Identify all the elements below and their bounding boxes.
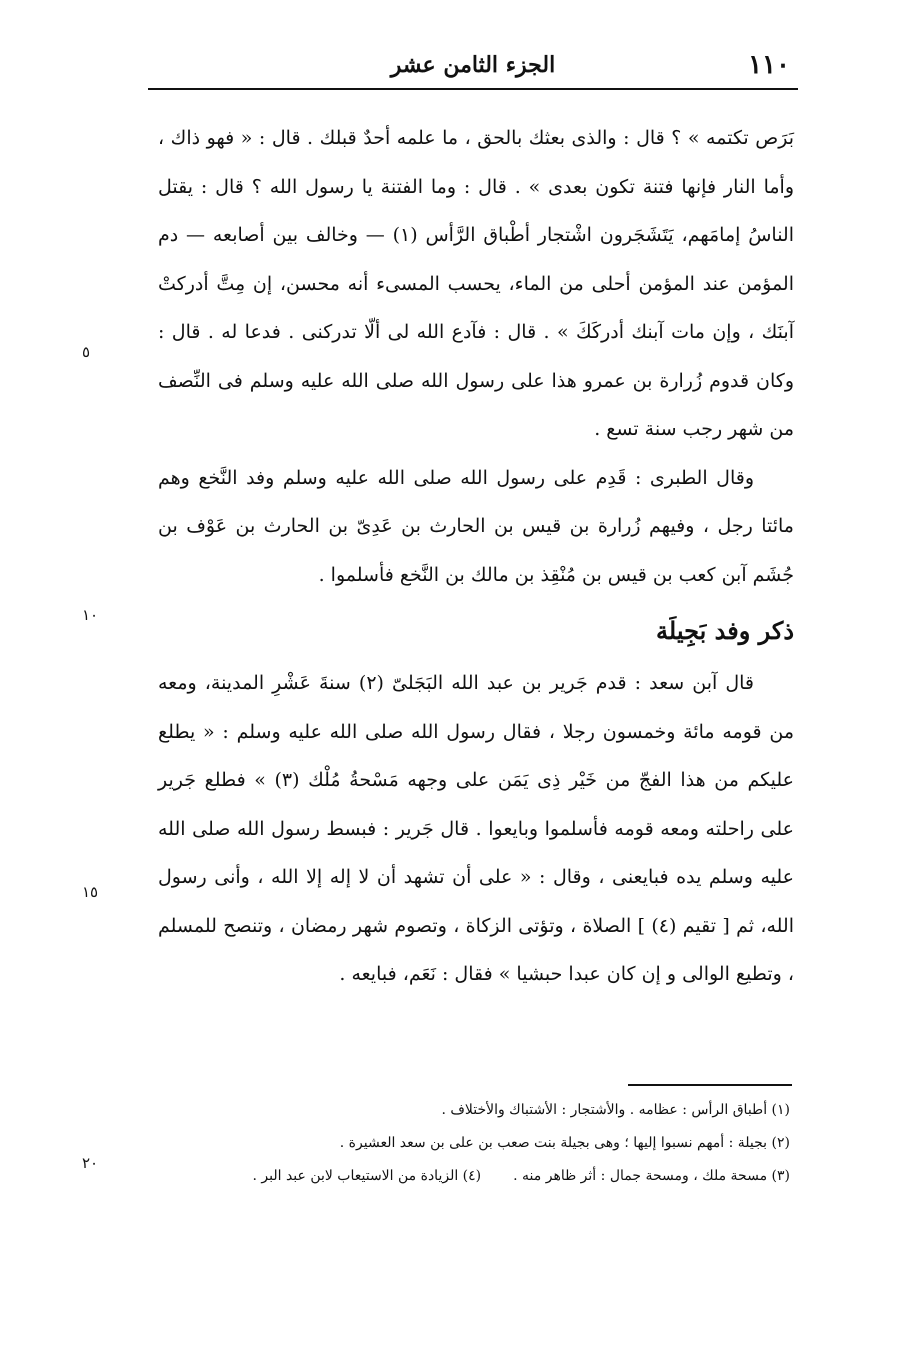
footnote: (٢) بجيلة : أمهم نسبوا إليها ؛ وهى بجيلة بنت صعب بن على بن سعد العشيرة . xyxy=(339,1135,790,1151)
line-number-marker: ١٠ xyxy=(82,606,99,624)
footnote: (١) أطباق الرأس : عظامه . والأشتجار : الأشتباك والأختلاف . xyxy=(441,1102,790,1118)
line-number-marker: ١٥ xyxy=(82,883,99,901)
running-title: الجزء الثامن عشر xyxy=(390,52,556,78)
paragraph: قال آبن سعد : قدم جَرير بن عبد الله البَجَلىّ (٢) سنةَ عَشْرِ المدينة، ومعه من قومه مائة وخمسون رجلا ، فقال رسول الله صلى الله عليه وسلم : « يطلع عليكم من هذا الفجّ من خَيْر ذِى يَمَن على وجهه مَسْحةُ مُلْك (٣) » فطلع جَرير على راحلته ومعه قومه فأسلموا وبايعوا . قال جَرير : فبسط رسول الله صلى الله عليه وسلم يده فبايعنى ، وقال : « على أن تشهد أن لا إله إلا الله ، وأنى رسول الله، ثم [ تقيم (٤) ] الصلاة ، وتؤتى الزكاة ، وتصوم شهر رمضان ، وتنصح للمسلم ، وتطيع الوالى و إن كان عبدا حبشيا » فقال : نَعَم، فبايعه . xyxy=(158,672,794,985)
footnote-divider xyxy=(628,1084,792,1086)
section-heading: ذكر وفد بَجِيلَة xyxy=(656,616,794,645)
footnote: (٣) مسحة ملك ، ومسحة جمال : أثر ظاهر منه . xyxy=(513,1168,790,1184)
line-number-marker: ٢٠ xyxy=(82,1154,99,1172)
page-header xyxy=(148,44,798,90)
line-number-marker: ٥ xyxy=(82,343,91,361)
paragraph: بَرَص تكتمه » ؟ قال : والذى بعثك بالحق ، ما علمه أحدٌ قبلك . قال : « فهو ذاك ، وأما النار فإنها فتنة تكون بعدى » . قال : وما الفتنة يا رسول الله ؟ قال : يقتل الناسُ إمامَهم، يَتَشَجَرون اشْتجار أطْباق الرَّأس (١) — وخالف بين أصابعه — دم المؤمن عند المؤمن أحلى من الماء، يحسب المسىء أنه محسن، إن مِتَّ أدركتْ آبنَك ، وإن مات آبنك أدركَكَ » . قال : فآدع الله لى ألّا تدركنى . فدعا له . قال : وكان قدوم زُرارة بن عمرو هذا على رسول الله صلى الله عليه وسلم فى النِّصف من شهر رجب سنة تسع . xyxy=(158,127,794,440)
paragraph: وقال الطبرى : قَدِم على رسول الله صلى الله عليه وسلم وفد النَّخع وهم مائتا رجل ، وفيهم زُرارة بن قيس بن الحارث بن عَدِىّ بن الحارث بن عَوْف بن جُشَم آبن كعب بن قيس بن مُنْقِذ بن مالك بن النَّخع فأسلموا . xyxy=(158,466,794,586)
footnote-row xyxy=(150,1160,790,1193)
main-text xyxy=(158,114,794,999)
footnotes xyxy=(150,1094,790,1193)
footnote: (٤) الزيادة من الاستيعاب لابن عبد البر . xyxy=(252,1168,482,1184)
page-number: ١١٠ xyxy=(748,50,790,80)
